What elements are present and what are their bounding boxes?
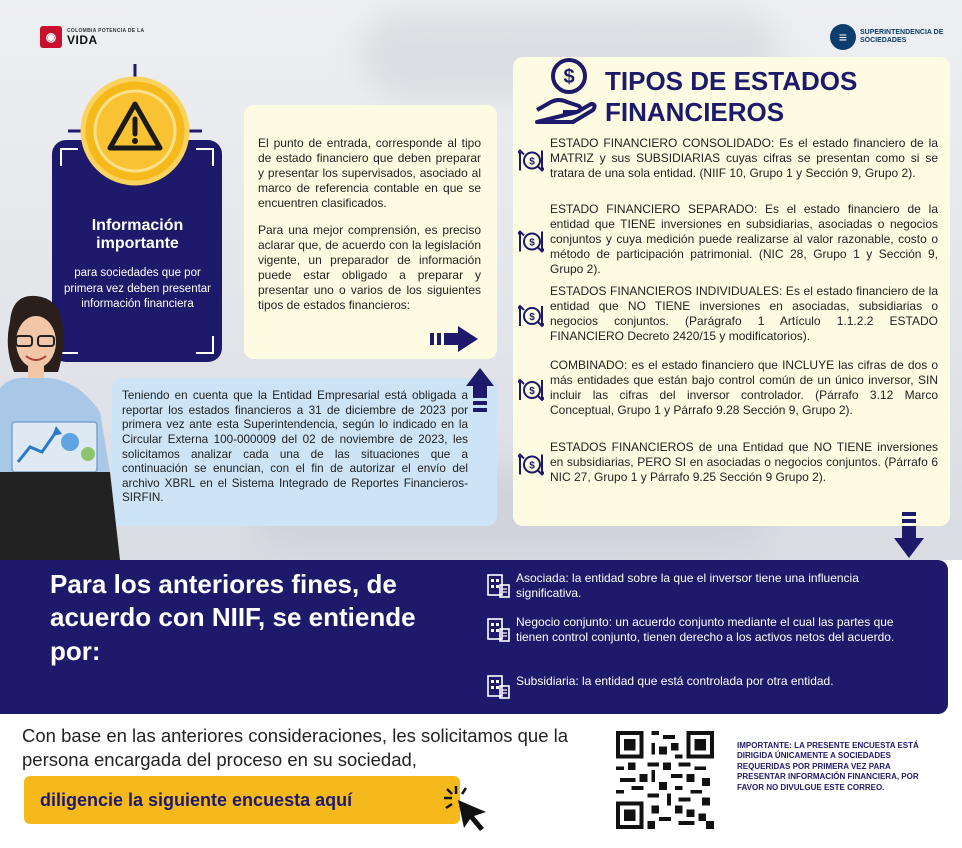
svg-text:$: $ (529, 312, 535, 323)
tipo-text: ESTADO FINANCIERO SEPARADO: Es el estado financiero de la entidad que TIENE inversiones en subsidiarias, asociadas o negocios conjuntos y cuya medición puede realizarse al valor razonable, costo o método de participación patrimonial. (NIC 28, Grupo 1 y Sección 9, Grupo 2). (550, 202, 938, 276)
logo-small-text: COLOMBIA POTENCIA DE LA (67, 27, 145, 34)
tipo-text: ESTADOS FINANCIEROS de una Entidad que NO TIENE inversiones en subsidiarias, PERO SI en asociadas o negocios conjuntos. (Párrafo 6 NIC 27, Grupo 1 y Párrafo 9.25 Sección 9 Grupo 2). (550, 440, 938, 484)
definition-text: Asociada: la entidad sobre la que el inversor tiene una influencia significativa. (516, 571, 859, 600)
important-notice: IMPORTANTE: LA PRESENTE ENCUESTA ESTÁ DIRIGIDA ÚNICAMENTE A SOCIEDADES REQUERIDAS POR PRIMERA VEZ PARA PRESENTAR INFORMACIÓN FINANCIERA, POR FAVOR NO DIVULGUE ESTE CORREO. (737, 741, 919, 792)
svg-text:$: $ (529, 386, 535, 397)
tipo-item (518, 358, 938, 418)
svg-text:$: $ (529, 156, 535, 168)
finance-cycle-icon (518, 288, 544, 344)
building-document-icon (486, 674, 510, 700)
tipo-item (518, 440, 938, 485)
note-text (258, 136, 481, 325)
tipo-text: ESTADOS FINANCIEROS INDIVIDUALES: Es el estado financiero de la entidad que NO TIENE inversiones en asociadas, subsidiarias o negocios conjuntos. (Parágrafo 1 Artículo 1.1.2.2 ESTADO FINANCIERO Decreto 2420/15 y modificatorios). (550, 284, 938, 343)
building-document-icon (486, 571, 510, 601)
colombia-logo (40, 24, 144, 50)
svg-text:$: $ (529, 237, 535, 249)
blue-note-text: Teniendo en cuenta que la Entidad Empresarial está obligada a reportar los estados financieros a 31 de diciembre de 2023 por primera vez ante esta Superintendencia, según lo indicado en la Circular Externa 100-000009 del 02 de noviembre de 2023, les solicitamos analizar cada una de las situaciones que a continuación se enuncian, con el fin de autorizar el envío del archivo XBRL en el Sistema Integrado de Reportes Financieros- SIRFIN. (122, 389, 468, 505)
note-paragraph: Para una mejor comprensión, es preciso aclarar que, de acuerdo con la legislación vigente, un preparador de información puede estar obligado a preparar y presentar uno o varios de los siguientes tipos de estados financieros: (258, 223, 481, 312)
tipo-item (518, 202, 938, 277)
money-hand-icon (533, 58, 599, 128)
tipos-title: TIPOS DE ESTADOS FINANCIEROS (605, 66, 858, 128)
finance-cycle-icon (518, 140, 544, 181)
definition-item (486, 615, 926, 645)
arrow-up-icon (466, 368, 494, 416)
finance-cycle-icon (518, 206, 544, 277)
qr-code[interactable] (616, 731, 714, 829)
definition-item (486, 674, 926, 700)
survey-button[interactable] (24, 776, 460, 824)
finance-cycle-icon (518, 444, 544, 485)
arrow-down-icon (894, 512, 924, 558)
definition-text: Subsidiaria: la entidad que está controlada por otra entidad. (516, 674, 834, 688)
tipo-item (518, 284, 938, 344)
logo-big-text: VIDA (67, 32, 98, 47)
info-subtitle: para sociedades que por primera vez deben presentar información financiera (63, 267, 212, 311)
finance-cycle-icon (518, 362, 544, 418)
definition-item (486, 571, 926, 601)
banner-title: Para los anteriores fines, de acuerdo con NIIF, se entiende por: (50, 569, 416, 666)
definition-text: Negocio conjunto: un acuerdo conjunto mediante el cual las partes que tienen control conjunto, tienen derecho a los activos netos del acuerdo. (516, 615, 895, 644)
supersociedades-logo-icon: ≡ (830, 24, 856, 50)
tipo-text: COMBINADO: es el estado financiero que INCLUYE las cifras de dos o más entidades que están bajo control común de un único inversor, SIN incluir las cifras del inversor controlador. (Párrafo 3.12 Marco Conceptual, Grupo 1 y Párrafo 9.28 Sección 9, Grupo 2). (550, 358, 938, 417)
building-document-icon (486, 615, 510, 645)
woman-with-tablet-illustration (0, 292, 120, 560)
pointer-click-icon (442, 784, 492, 832)
svg-text:$: $ (529, 460, 535, 472)
svg-text:$: $ (563, 66, 575, 88)
arrow-right-icon (430, 326, 478, 352)
supersociedades-logo (830, 24, 950, 50)
colombia-logo-icon: ◉ (40, 26, 62, 48)
tipo-text: ESTADO FINANCIERO CONSOLIDADO: Es el estado financiero de la MATRIZ y sus SUBSIDIARIAS cuyas cifras se presentan como si se tratara de una sola entidad. (NIIF 10, Grupo 1 y Sección 9, Grupo 2). (550, 136, 938, 180)
survey-button-label: diligencie la siguiente encuesta aquí (40, 789, 353, 810)
closing-text: Con base en las anteriores consideraciones, les solicitamos que la persona encargada del proceso en su sociedad, (22, 725, 569, 771)
corner-decoration (196, 336, 214, 354)
warning-icon (68, 64, 202, 198)
supersociedades-logo-text: SUPERINTENDENCIA DE SOCIEDADES (860, 28, 944, 44)
info-title: Información importante (91, 217, 184, 252)
note-paragraph: El punto de entrada, corresponde al tipo de estado financiero que deben preparar y presentar los supervisados, asociado al marco de referencia contable en que se encuentren clasificados. (258, 136, 481, 210)
tipo-item (518, 136, 938, 181)
